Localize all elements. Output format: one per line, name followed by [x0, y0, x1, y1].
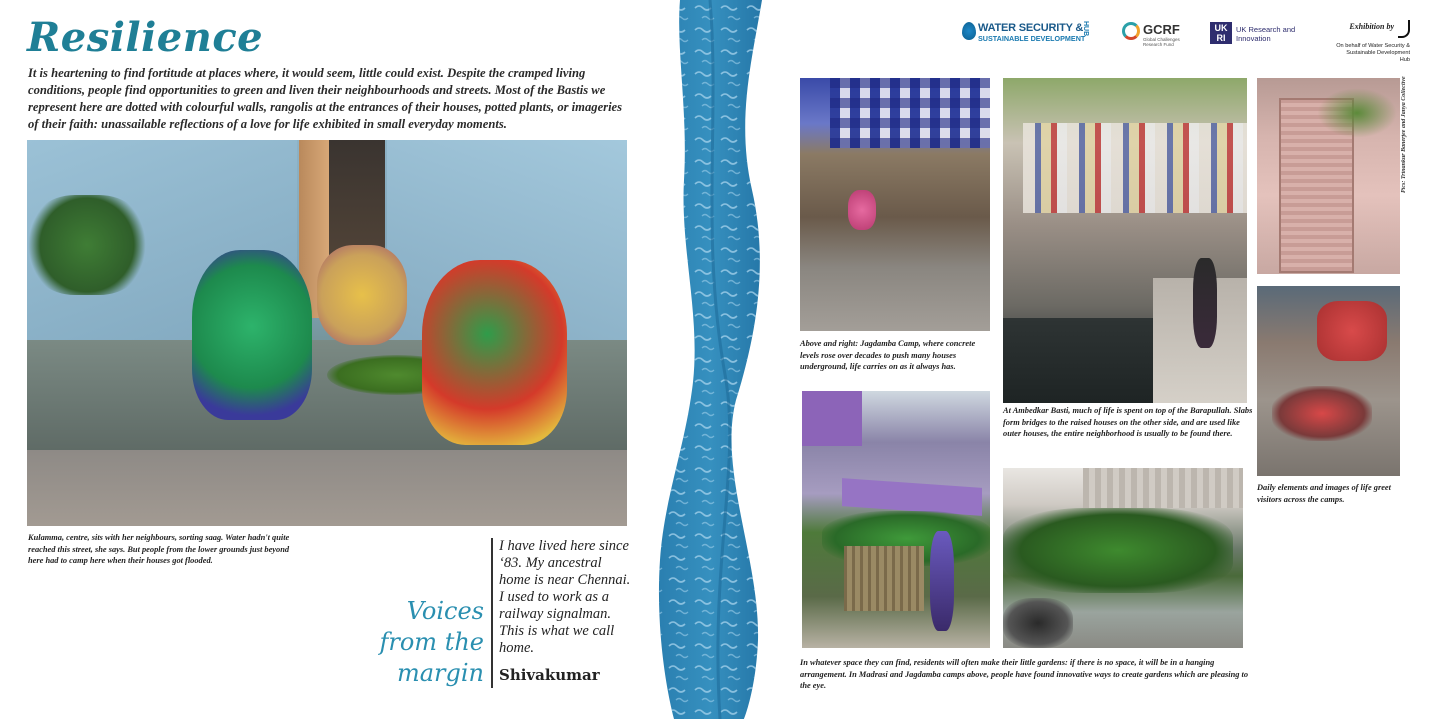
intro-paragraph: It is heartening to find fortitude at places where, it would seem, little could exist. Despite the cramped living conditions, people find opportunities to green and liven their neighbourhoods and streets. Most of the Bastis we represent here are dotted with colourful walls, rangolis at the entrances of their houses, potted plants, or imageries of their faith: unassailable reflections of a love for life exhibited in small everyday moments. — [28, 66, 623, 131]
wsd-logo-line1: WATER SECURITY & — [978, 22, 1084, 34]
gcrf-ring-icon — [1122, 22, 1140, 40]
photo-ambedkar-basti-laundry — [1003, 78, 1247, 403]
voices-heading: Voices from the margin — [379, 597, 484, 687]
exhibition-credit — [1335, 22, 1410, 64]
photo-daily-life-alley — [1257, 286, 1400, 476]
quote-author: Shivakumar — [499, 666, 600, 684]
photo-hanging-garden-house — [802, 391, 990, 648]
photo-potted-plants-garden — [1003, 468, 1243, 648]
water-drop-icon — [962, 22, 976, 40]
collective-mark-icon — [1398, 20, 1410, 38]
page-title: Resilience — [27, 14, 264, 61]
gcrf-logo-sub: Global Challenges Research Fund — [1143, 37, 1180, 47]
wsd-logo-hub: HUB — [1082, 21, 1089, 37]
caption-gardens: In whatever space they can find, residents will often make their little gardens: if there is no space, it will be in a hanging arrangement. In Madrasi and Jagdamba camps above, people have found innovative ways to create gardens which are pleasing to the eye. — [800, 658, 1249, 690]
water-security-hub-logo — [962, 20, 1092, 46]
gcrf-logo-name: GCRF — [1143, 22, 1180, 37]
photo-jagdamba-camp-steps — [800, 78, 990, 331]
wsd-logo-line2: SUSTAINABLE DEVELOPMENT — [978, 34, 1086, 43]
ukri-mark-icon: UK RI — [1210, 22, 1232, 44]
main-photo-caption: Kulamma, centre, sits with her neighbours, sorting saag. Water hadn't quite reached this street, she says. But people from the lower grounds just beyond here had to camp here when their houses got flooded. — [28, 533, 290, 565]
photo-credit: Pics: Trinankur Banerjee and Janya Collective — [1401, 76, 1407, 193]
gcrf-logo — [1122, 22, 1182, 48]
quote-divider — [491, 538, 493, 688]
ukri-logo — [1210, 22, 1300, 46]
caption-daily-life: Daily elements and images of life greet visitors across the camps. — [1257, 483, 1391, 504]
caption-jagdamba: Above and right: Jagdamba Camp, where concrete levels rose over decades to push many houses underground, life carries on as it always has. — [800, 339, 976, 371]
caption-ambedkar: At Ambedkar Basti, much of life is spent on top of the Barapullah. Slabs form bridges to the raised houses on the other side, and are used like outer houses, the entire neighborhood is usually to be found there. — [1003, 406, 1253, 438]
exhibition-sub-label: On behalf of Water Security & Sustainable Development Hub — [1336, 43, 1410, 63]
quote-text: I have lived here since ‘83. My ancestral home is near Chennai. I used to work as a railway signalman. This is what we call home. — [499, 538, 631, 656]
ukri-logo-name: UK Research and Innovation — [1236, 25, 1296, 43]
river-band-graphic — [640, 0, 780, 719]
main-photo-women-sorting-saag — [27, 140, 627, 526]
exhibition-by-label: Exhibition by — [1349, 22, 1394, 31]
photo-pink-door — [1257, 78, 1400, 274]
